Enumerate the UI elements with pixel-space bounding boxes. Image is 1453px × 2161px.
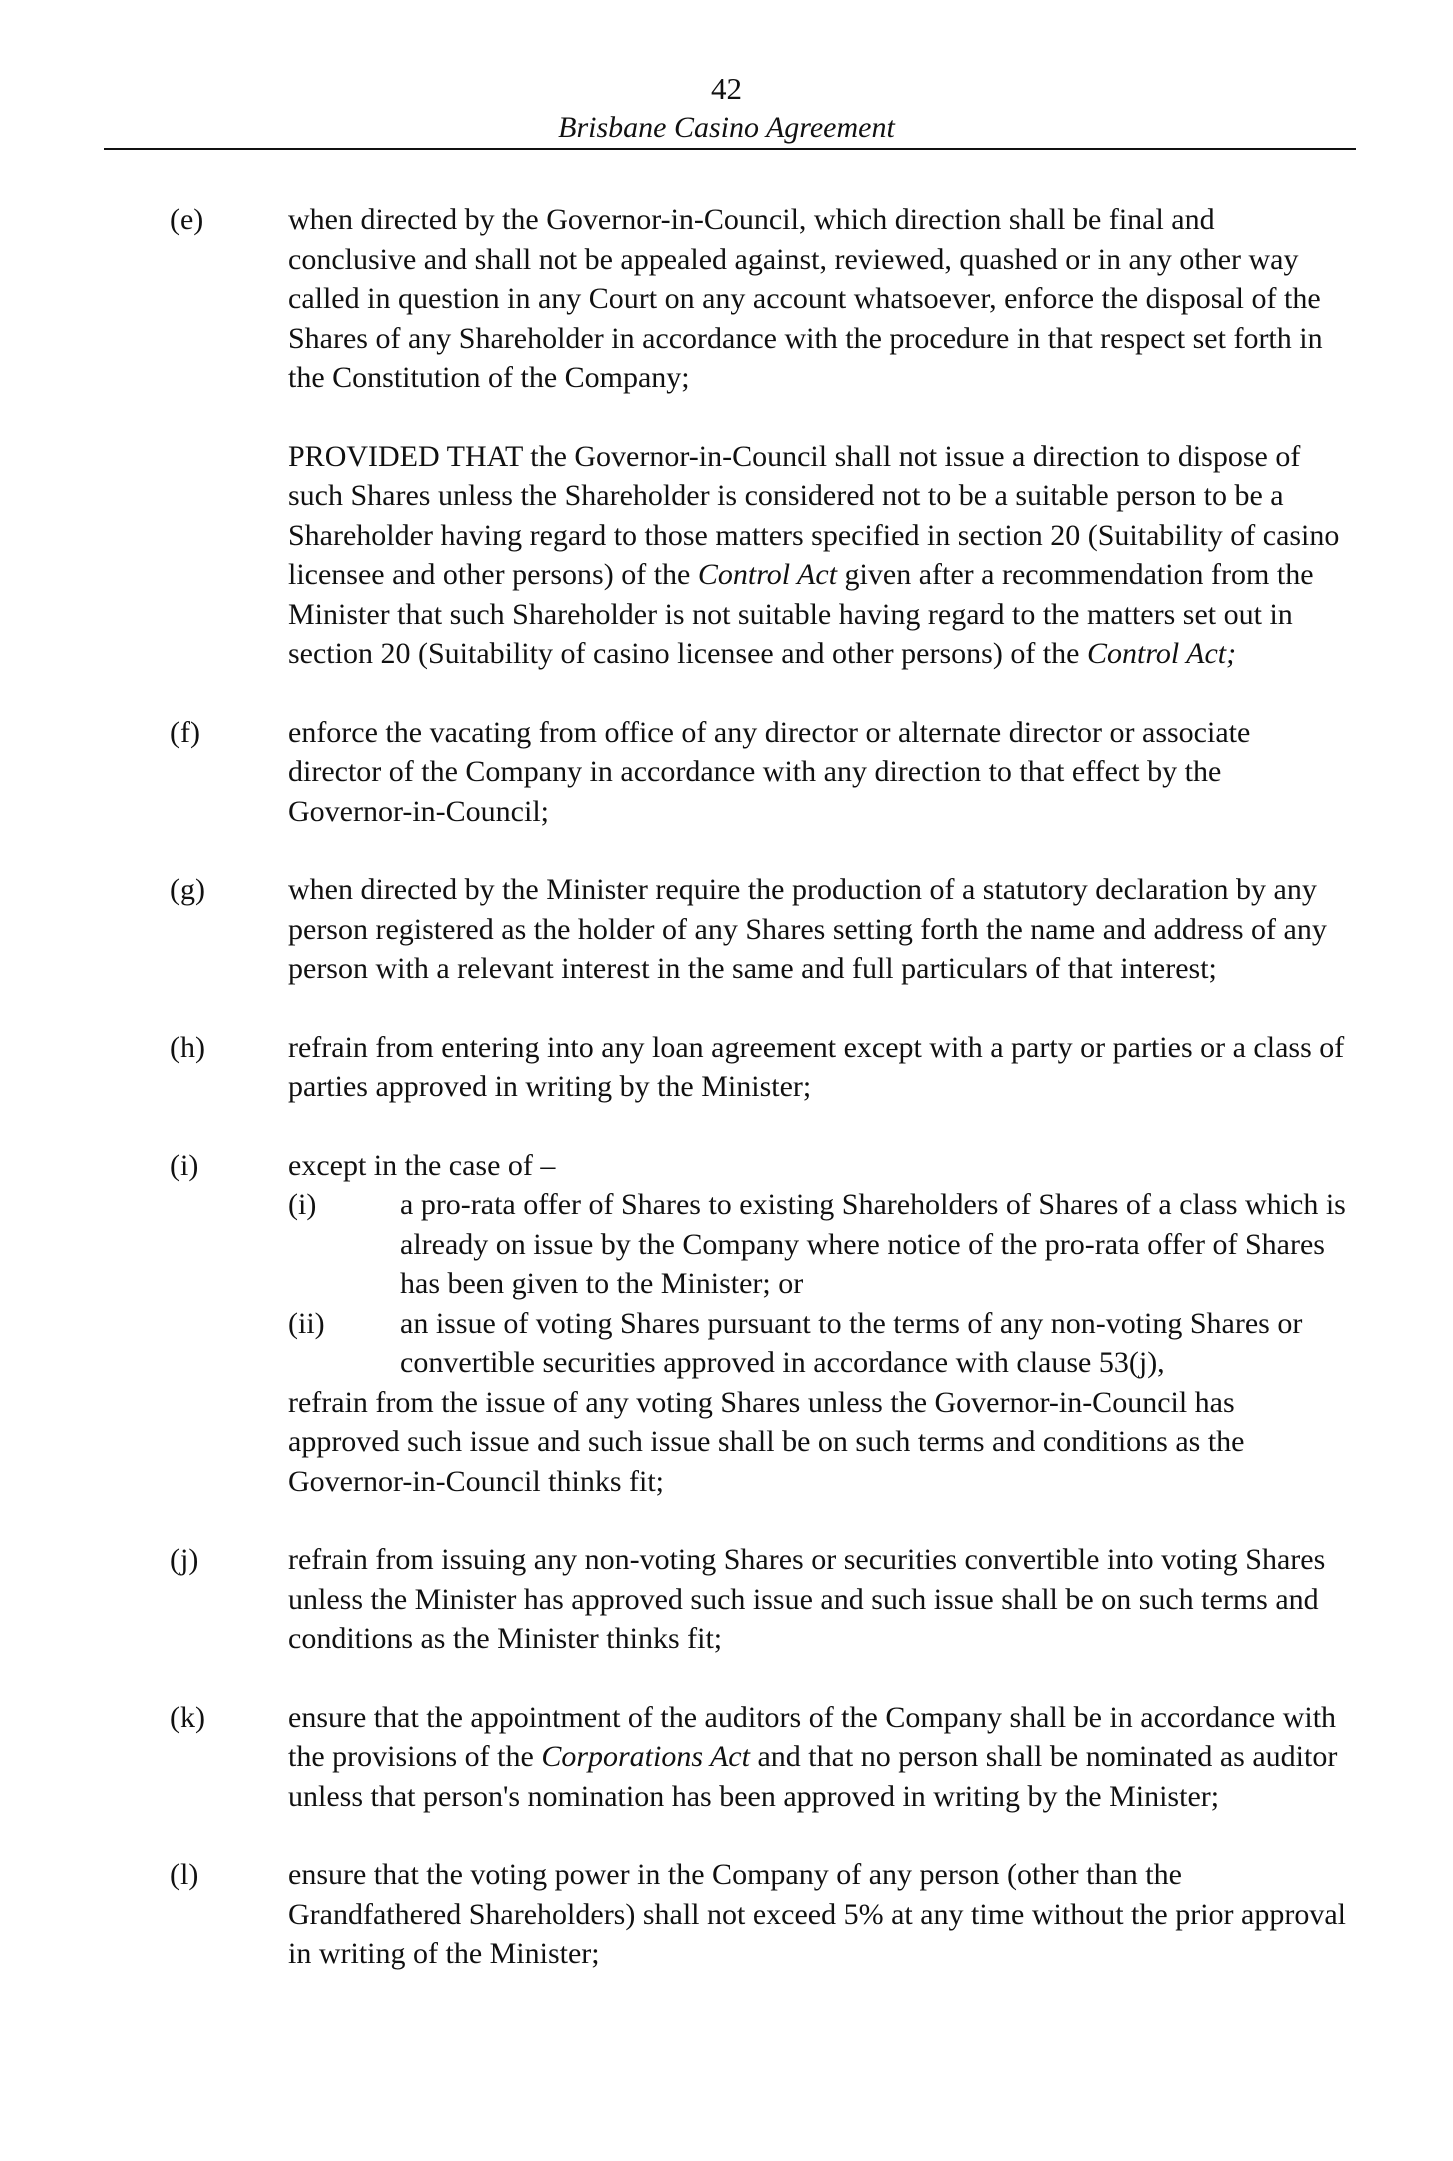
running-title: Brisbane Casino Agreement <box>558 111 895 144</box>
clause-i <box>170 1146 1350 1502</box>
subclause-i <box>288 1185 1350 1304</box>
clause-g <box>170 870 1350 989</box>
act-name: Control Act <box>1086 637 1227 670</box>
subclause-text: a pro-rata offer of Shares to existing Shareholders of Shares of a class which is already on issue by the Company where notice of the pro-rata offer of Shares has been given to the Minister; or <box>400 1188 1346 1300</box>
clause-content <box>288 1698 1350 1817</box>
subclause-ii <box>288 1304 1350 1383</box>
clause-content <box>288 200 1350 674</box>
clause-text <box>288 1698 1350 1817</box>
clause-outro: refrain from the issue of any voting Shares unless the Governor-in-Council has approved such issue and such issue shall be on such terms and conditions as the Governor-in-Council thinks fit; <box>288 1385 1245 1498</box>
document-body <box>170 200 1350 2013</box>
subclause-label: (ii) <box>288 1306 325 1340</box>
clause-intro: except in the case of – <box>288 1148 556 1182</box>
clause-content <box>288 1028 1350 1107</box>
clause-text: refrain from issuing any non-voting Shares or securities convertible into voting Shares unless the Minister has approved such issue and such issue shall be on such terms and conditions as the Minister thinks fit; <box>288 1543 1326 1655</box>
clause-text: when directed by the Minister require the production of a statutory declaration by any person registered as the holder of any Shares setting forth the name and address of any person with a relevant interest in the same and full particulars of that interest; <box>288 873 1327 985</box>
header-rule <box>104 148 1356 150</box>
page-header <box>0 70 1453 146</box>
clause-content <box>288 713 1350 832</box>
clause-text: enforce the vacating from office of any director or alternate director or associate director of the Company in accordance with any direction to that effect by the Governor-in-Council; <box>288 715 1251 828</box>
clause-text: ensure that the voting power in the Company of any person (other than the Grandfathered Shareholders) shall not exceed 5% at any time without the prior approval in writing of the Minister; <box>288 1858 1346 1970</box>
clause-content <box>288 1540 1350 1659</box>
clause-part: ensure that the appointment of the auditors of the Company shall be in accordance with the provisions of the <box>288 1700 1337 1773</box>
subclause-text: an issue of voting Shares pursuant to the terms of any non-voting Shares or convertible securities approved in accordance with clause 53(j), <box>400 1306 1303 1379</box>
clause-part: and that no person shall be nominated as auditor unless that person's nomination has been approved in writing by the Minister; <box>288 1740 1338 1813</box>
page-number: 42 <box>711 71 742 106</box>
act-name: Corporations Act <box>541 1740 750 1773</box>
clause-label: (f) <box>170 715 200 749</box>
clause-label: (h) <box>170 1030 205 1064</box>
clause-k <box>170 1698 1350 1817</box>
proviso-part: given after a recommendation from the Minister that such Shareholder is not suitable having regard to the matters set out in section 20 (Suitability of casino licensee and other persons) of the <box>288 558 1314 670</box>
clause-label: (j) <box>170 1543 199 1576</box>
clause-content <box>288 870 1350 989</box>
proviso-part: PROVIDED THAT the Governor-in-Council shall not issue a direction to dispose of such Shares unless the Shareholder is considered not to be a suitable person to be a Shareholder having regard to those matters specified in section 20 (Suitability of casino licensee and other persons) of the <box>288 439 1340 591</box>
clause-f <box>170 713 1350 832</box>
clause-text: when directed by the Governor-in-Council, which direction shall be final and conclusive and shall not be appealed against, reviewed, quashed or in any other way called in question in any Court on any account whatsoever, enforce the disposal of the Shares of any Shareholder in accordance with the procedure in that respect set forth in the Constitution of the Company; <box>288 203 1323 394</box>
clause-content <box>288 1146 1350 1502</box>
clause-label: (e) <box>170 203 204 236</box>
clause-h <box>170 1028 1350 1107</box>
clause-label: (l) <box>170 1858 199 1891</box>
clause-text: refrain from entering into any loan agreement except with a party or parties or a class of parties approved in writing by the Minister; <box>288 1030 1345 1103</box>
clause-l <box>170 1855 1350 1974</box>
proviso-end: ; <box>1226 637 1237 670</box>
clause-label: (g) <box>170 873 205 906</box>
clause-e <box>170 200 1350 674</box>
clause-label: (i) <box>170 1148 199 1182</box>
clause-label: (k) <box>170 1700 205 1734</box>
clause-j <box>170 1540 1350 1659</box>
subclause-label: (i) <box>288 1188 317 1221</box>
act-name: Control Act <box>697 558 838 591</box>
proviso-text <box>288 437 1350 674</box>
clause-content <box>288 1855 1350 1974</box>
